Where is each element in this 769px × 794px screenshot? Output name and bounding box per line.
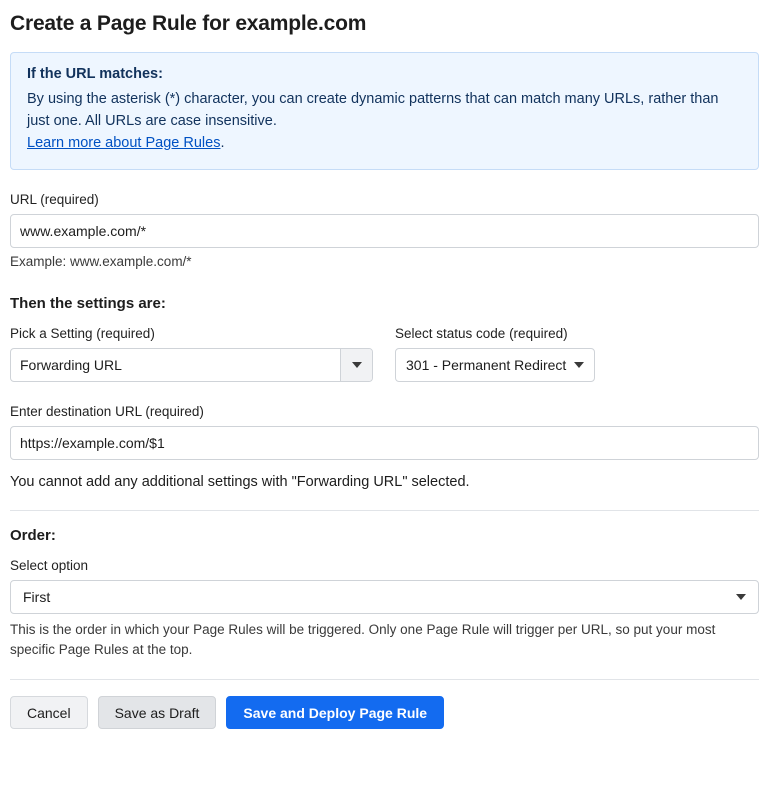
save-deploy-button[interactable]: Save and Deploy Page Rule — [226, 696, 444, 729]
order-section-title: Order: — [10, 527, 56, 545]
url-field-group — [10, 192, 759, 269]
pick-setting-group — [10, 326, 373, 382]
info-callout-text: By using the asterisk (*) character, you can create dynamic patterns that can match many URLs, rather than just one. All URLs are case insensitive. — [27, 91, 719, 129]
order-select[interactable] — [10, 580, 759, 614]
order-value: First — [23, 589, 51, 606]
form-footer — [10, 696, 759, 743]
cancel-button[interactable]: Cancel — [10, 696, 88, 729]
url-input[interactable] — [10, 214, 759, 248]
pick-setting-value[interactable]: Forwarding URL — [10, 348, 373, 382]
order-hint: This is the order in which your Page Rules will be triggered. Only one Page Rule will trigger per URL, so put your most specific Page Rules at the top. — [10, 622, 716, 657]
pick-setting-label: Pick a Setting (required) — [10, 326, 155, 342]
status-code-label: Select status code (required) — [395, 326, 568, 342]
pick-setting-dropdown-button[interactable] — [340, 349, 372, 381]
chevron-down-icon — [352, 362, 362, 368]
info-callout — [10, 52, 759, 170]
url-hint: Example: www.example.com/* — [10, 254, 192, 270]
settings-section-title: Then the settings are: — [10, 295, 166, 313]
settings-row — [10, 326, 759, 382]
url-label: URL (required) — [10, 192, 99, 208]
footer-divider — [10, 679, 759, 680]
learn-more-link[interactable]: Learn more about Page Rules — [27, 134, 221, 151]
status-code-select[interactable] — [395, 348, 595, 382]
forwarding-note: You cannot add any additional settings with "Forwarding URL" selected. — [10, 474, 470, 491]
chevron-down-icon — [736, 594, 746, 600]
info-callout-heading: If the URL matches: — [27, 66, 163, 82]
info-callout-link-suffix: . — [220, 134, 225, 151]
info-callout-body — [27, 89, 742, 154]
page-title: Create a Page Rule for example.com — [10, 12, 367, 35]
destination-input[interactable] — [10, 426, 759, 460]
status-code-group — [395, 326, 595, 382]
chevron-down-icon — [574, 362, 584, 368]
status-code-value: 301 - Permanent Redirect — [406, 357, 567, 374]
page-rule-form — [0, 12, 769, 743]
pick-setting-select[interactable] — [10, 348, 373, 382]
section-divider — [10, 510, 759, 511]
destination-field-group — [10, 404, 759, 460]
destination-label: Enter destination URL (required) — [10, 404, 204, 420]
order-label: Select option — [10, 558, 89, 574]
order-field-group — [10, 558, 759, 659]
save-draft-button[interactable]: Save as Draft — [98, 696, 217, 729]
